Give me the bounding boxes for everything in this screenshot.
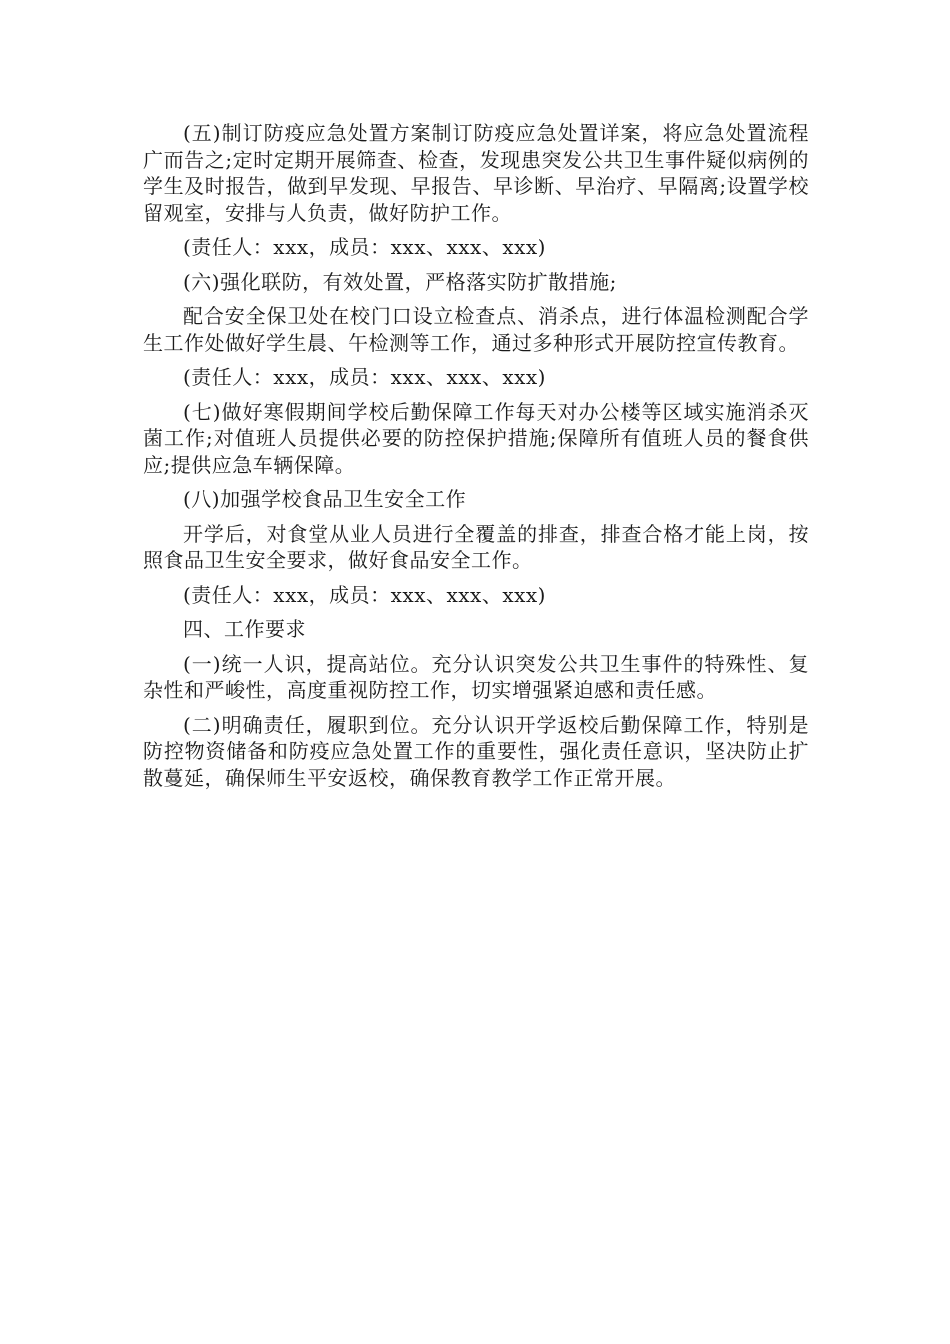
responsible-person-line: (责任人：xxx，成员：xxx、xxx、xxx): [183, 582, 546, 607]
paragraph-section-7: (七)做好寒假期间学校后勤保障工作每天对办公楼等区域实施消杀灭菌工作;对值班人员提供必要的防控保护措施;保障所有值班人员的餐食供应;提供应急车辆保障。: [143, 399, 809, 477]
paragraph-requirement-1: (一)统一人识，提高站位。充分认识突发公共卫生事件的特殊性、复杂性和严峻性，高度重视防控工作，切实增强紧迫感和责任感。: [143, 651, 809, 702]
paragraph-requirement-2: (二)明确责任，履职到位。充分认识开学返校后勤保障工作，特别是防控物资储备和防疫应急处置工作的重要性，强化责任意识，坚决防止扩散蔓延，确保师生平安返校，确保教育教学工作正常开展。: [143, 712, 809, 790]
paragraph-section-5: (五)制订防疫应急处置方案制订防疫应急处置详案，将应急处置流程广而告之;定时定期开展筛查、检查，发现患突发公共卫生事件疑似病例的学生及时报告，做到早发现、早报告、早诊断、早治疗、早隔离;设置学校留观室，安排与人负责，做好防护工作。: [143, 121, 809, 225]
document-body: [143, 120, 809, 799]
responsible-person-line: (责任人：xxx，成员：xxx、xxx、xxx): [183, 365, 546, 389]
paragraph-section-8-body: 开学后，对食堂从业人员进行全覆盖的排查，排查合格才能上岗，按照食品卫生安全要求，做好食品安全工作。: [143, 521, 809, 572]
heading-work-requirements: 四、工作要求: [183, 617, 306, 641]
responsible-person-line: (责任人：xxx，成员：xxx、xxx、xxx): [183, 235, 546, 259]
paragraph-section-8-heading: (八)加强学校食品卫生安全工作: [183, 487, 467, 511]
paragraph-section-6-heading: (六)强化联防，有效处置，严格落实防扩散措施;: [183, 269, 617, 294]
paragraph-section-6-body: 配合安全保卫处在校门口设立检查点、消杀点，进行体温检测配合学生工作处做好学生晨、午检测等工作，通过多种形式开展防控宣传教育。: [143, 304, 809, 355]
